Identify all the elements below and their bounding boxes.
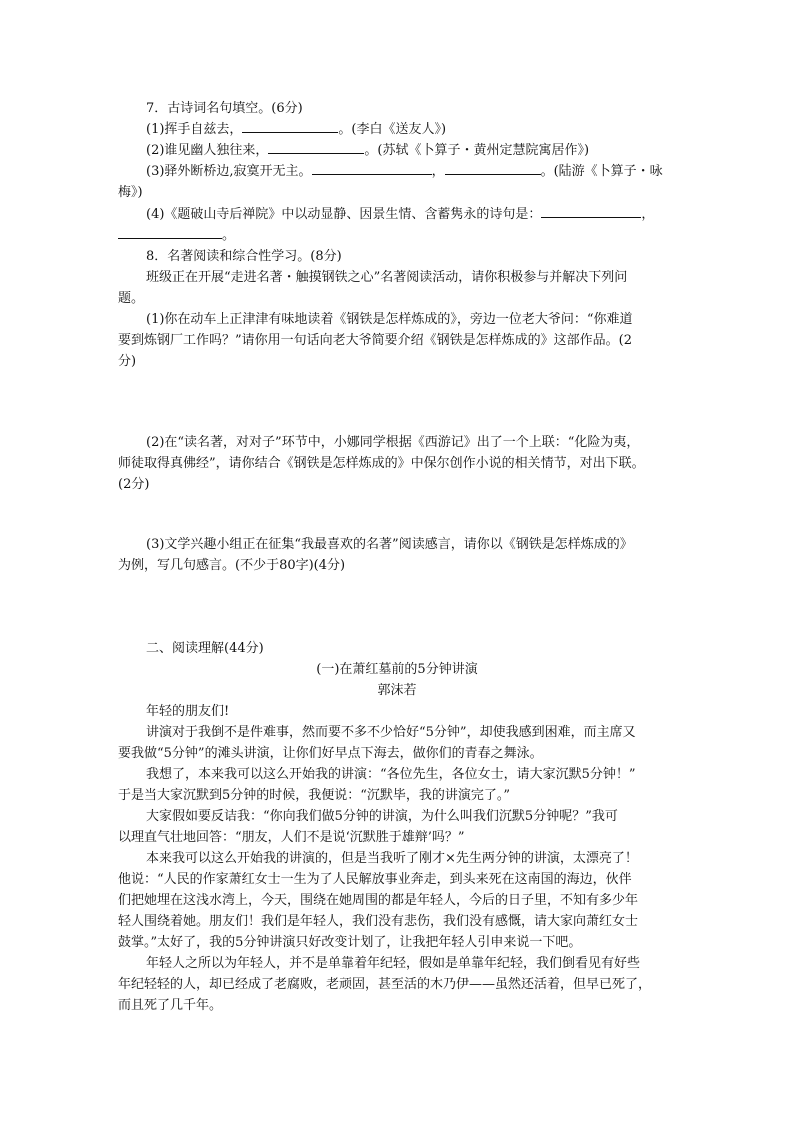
q8-part3-line-2: 为例，写几句感言。(不少于80字)(4分) [118,558,346,573]
q7-blank-3b[interactable] [445,162,541,175]
q7-item-1 [146,119,702,140]
q7-item-3-text-c: 。(陆游《卜算子・咏 [540,164,663,179]
q8-part2-line-1: (2)在“读名著，对对子”环节中，小娜同学根据《西游记》出了一个上联：“化险为夷， [146,435,640,450]
q8-part3-answer-area[interactable] [118,580,702,632]
q8-part1-line-1: (1)你在动车上正津津有味地读着《钢铁是怎样炼成的》，旁边一位老大爷问：“你难道 [146,312,633,327]
q7-blank-3a[interactable] [312,162,432,175]
q7-item-4-text-a: (4)《题破山寺后禅院》中以动显静、因景生情、含蓄隽永的诗句是： [146,207,542,222]
q7-item-2 [146,140,702,161]
q7-item-3-text-a: (3)驿外断桥边,寂寞开无主。 [146,164,312,179]
article-line: 鼓掌。”太好了，我的5分钟讲演只好改变计划了，让我把年轻人引申来说一下吧。 [118,935,582,950]
q7-title: 7．古诗词名句填空。(6分) [146,101,303,116]
q8-part2-line-2: 师徒取得真佛经”，请你结合《钢铁是怎样炼成的》中保尔创作小说的相关情节，对出下联。 [118,456,645,471]
q7-item-4 [146,204,702,225]
section-heading: 二、阅读理解(44分) [146,641,264,656]
article-line: 讲演对于我倒不是件难事，然而要不多不少恰好“5分钟”，却使我感到困难，而主席又 [146,725,636,740]
q7-blank-4a[interactable] [541,205,641,218]
q8-part3-line-1: (3)文学兴趣小组正在征集“我最喜欢的名著”阅读感言，请你以《钢铁是怎样炼成的》 [146,537,633,552]
article-line: 们把她埋在这浅水湾上，今天，围绕在她周围的都是年轻人，今后的日子里，不知有多少年 [118,893,639,908]
q7-item-4-text-c: 。 [222,228,236,243]
q7-item-1-text-b: 。(李白《送友人》) [338,122,447,137]
article-line: 大家假如要反诘我：“你向我们做5分钟的讲演，为什么叫我们沉默5分钟呢？”我可 [146,809,618,824]
q7-item-3-text-b: ， [431,164,445,179]
q8-part1-line-3: 分) [118,354,137,369]
q8-part2-line-3: (2分) [118,477,150,492]
article-title: (一)在萧红墓前的5分钟讲演 [316,662,478,677]
q7-item-3 [146,161,702,182]
q8-intro-line-2: 题。 [118,291,145,306]
q8-part1-line-2: 要到炼钢厂工作吗？”请你用一句话向老大爷简要介绍《钢铁是怎样炼成的》这部作品。(2 [118,333,632,348]
article-line: 轻人围绕着她。朋友们！我们是年轻人，我们没有悲伤，我们没有感慨，请大家向萧红女士 [118,914,639,929]
article-author: 郭沫若 [377,683,417,698]
q8-intro-line-1: 班级正在开展“走进名著・触摸钢铁之心”名著阅读活动，请你积极参与并解决下列问 [146,270,628,285]
q8-part2-answer-area[interactable] [118,498,702,528]
q7-item-2-text-b: 。(苏轼《卜算子・黄州定慧院寓居作》) [364,143,590,158]
article-line: 他说：“人民的作家萧红女士一生为了人民解放事业奔走，到头来死在这南国的海边，伙伴 [118,872,632,887]
q7-blank-1[interactable] [242,120,338,133]
q7-item-1-text-a: (1)挥手自兹去， [146,122,243,137]
q8-title: 8．名著阅读和综合性学习。(8分) [146,249,342,264]
article-line: 于是当大家沉默到5分钟的时候，我便说：“沉默毕，我的讲演完了。” [118,788,511,803]
article-line: 年轻的朋友们! [146,704,230,719]
q7-item-4-text-b: ， [641,207,655,222]
q7-item-2-text-a: (2)谁见幽人独往来， [146,143,269,158]
article-line: 要我做“5分钟”的滩头讲演，让你们好早点下海去，做你们的青春之舞泳。 [118,746,543,761]
article-line: 以理直气壮地回答：“朋友，人们不是说‘沉默胜于雄辩’吗？” [118,830,465,845]
article-line: 年轻人之所以为年轻人，并不是单靠着年纪轻，假如是单靠年纪轻，我们倒看见有好些 [146,956,641,971]
q7-item-3-cont: 梅》) [118,185,143,200]
article-line: 本来我可以这么开始我的讲演的，但是当我听了刚才×先生两分钟的讲演，太漂亮了！ [146,851,638,866]
article-line: 而且死了几千年。 [118,998,223,1013]
article-line: 我想了，本来我可以这么开始我的讲演：“各位先生，各位女士，请大家沉默5分钟！” [146,767,636,782]
q7-blank-2[interactable] [268,141,364,154]
q7-blank-4b[interactable] [118,226,222,239]
q7-item-4-cont [118,225,702,246]
article-line: 年纪轻轻的人，却已经成了老腐败，老顽固，甚至活的木乃伊——虽然还活着，但早已死了， [118,977,652,992]
q8-part1-answer-area[interactable] [118,376,702,428]
